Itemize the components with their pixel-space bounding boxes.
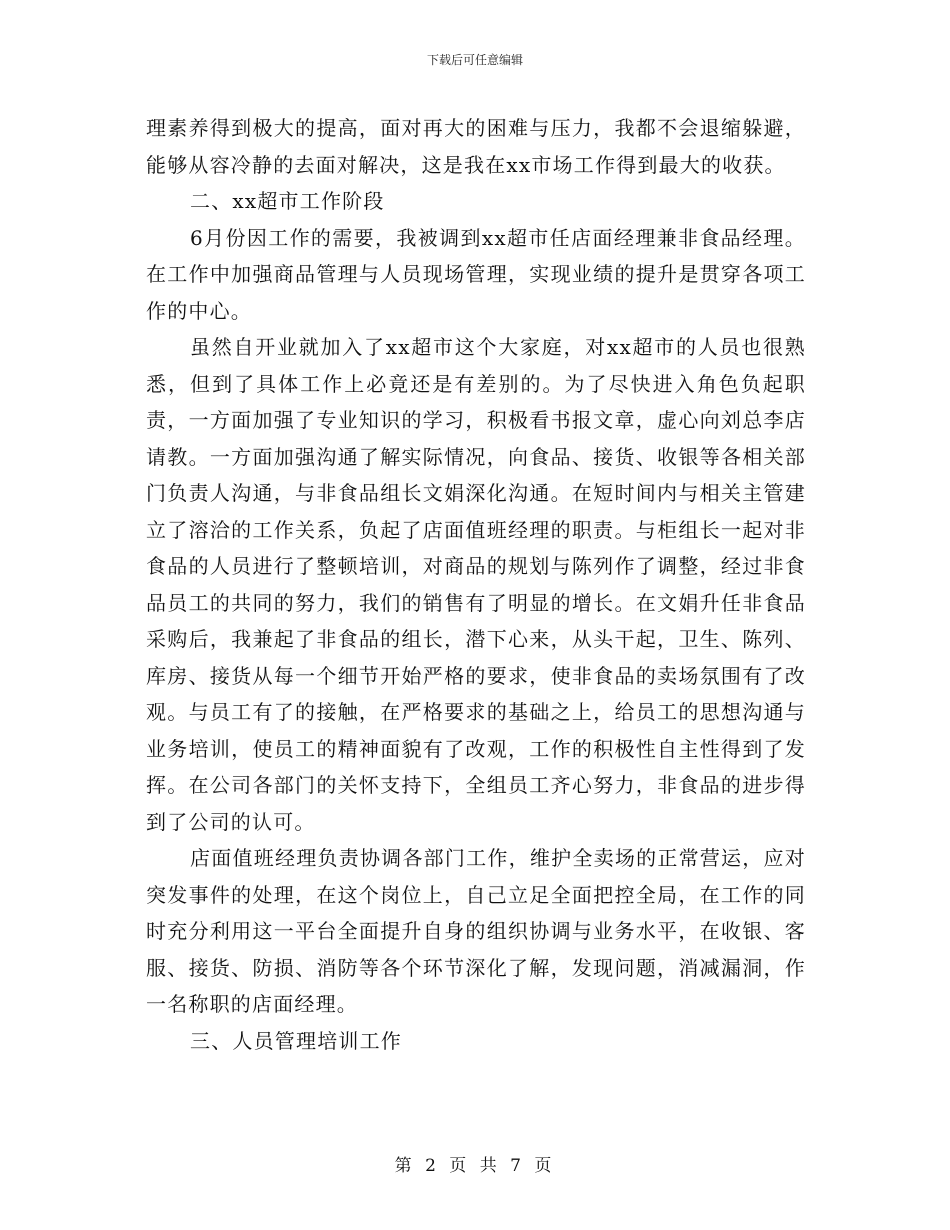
paragraph-duty-manager: 店面值班经理负责协调各部门工作，维护全卖场的正常营运，应对突发事件的处理，在这个岗位上，自己立足全面把控全局，在工作的同时充分利用这一平台全面提升自身的组织协调与业务水平，在收银、客服、接货、防损、消防等各个环节深化了解，发现问题，消减漏洞，作一名称职的店面经理。 (146, 846, 806, 1016)
page-number-footer: 第 2 页 共 7 页 (394, 1156, 556, 1176)
section-heading-training: 三、人员管理培训工作 (190, 1028, 402, 1053)
document-body (146, 110, 806, 1059)
section-heading-supermarket: 二、xx超市工作阶段 (190, 189, 385, 213)
paragraph-transfer: 6月份因工作的需要，我被调到xx超市任店面经理兼非食品经理。在工作中加强商品管理与人员现场管理，实现业绩的提升是贯穿各项工作的中心。 (146, 225, 806, 323)
page-header: 下载后可任意编辑 (426, 53, 523, 67)
paragraph-continuation: 理素养得到极大的提高，面对再大的困难与压力，我都不会退缩躲避，能够从容冷静的去面对解决，这是我在xx市场工作得到最大的收获。 (146, 116, 806, 177)
paragraph-non-food-management: 虽然自开业就加入了xx超市这个大家庭，对xx超市的人员也很熟悉，但到了具体工作上必竟还是有差别的。为了尽快进入角色负起职责，一方面加强了专业知识的学习，积极看书报文章，虚心向刘总李店请教。一方面加强沟通了解实际情况，向食品、接货、收银等各相关部门负责人沟通，与非食品组长文娟深化沟通。在短时间内与相关主管建立了溶洽的工作关系，负起了店面值班经理的职责。与柜组长一起对非食品的人员进行了整顿培训，对商品的规划与陈列作了调整，经过非食品员工的共同的努力，我们的销售有了明显的增长。在文娟升任非食品采购后，我兼起了非食品的组长，潜下心来，从头干起，卫生、陈列、库房、接货从每一个细节开始严格的要求，使非食品的卖场氛围有了改观。与员工有了的接触，在严格要求的基础之上，给员工的思想沟通与业务培训，使员工的精神面貌有了改观，工作的积极性自主性得到了发挥。在公司各部门的关怀支持下，全组员工齐心努力，非食品的进步得到了公司的认可。 (146, 335, 806, 834)
